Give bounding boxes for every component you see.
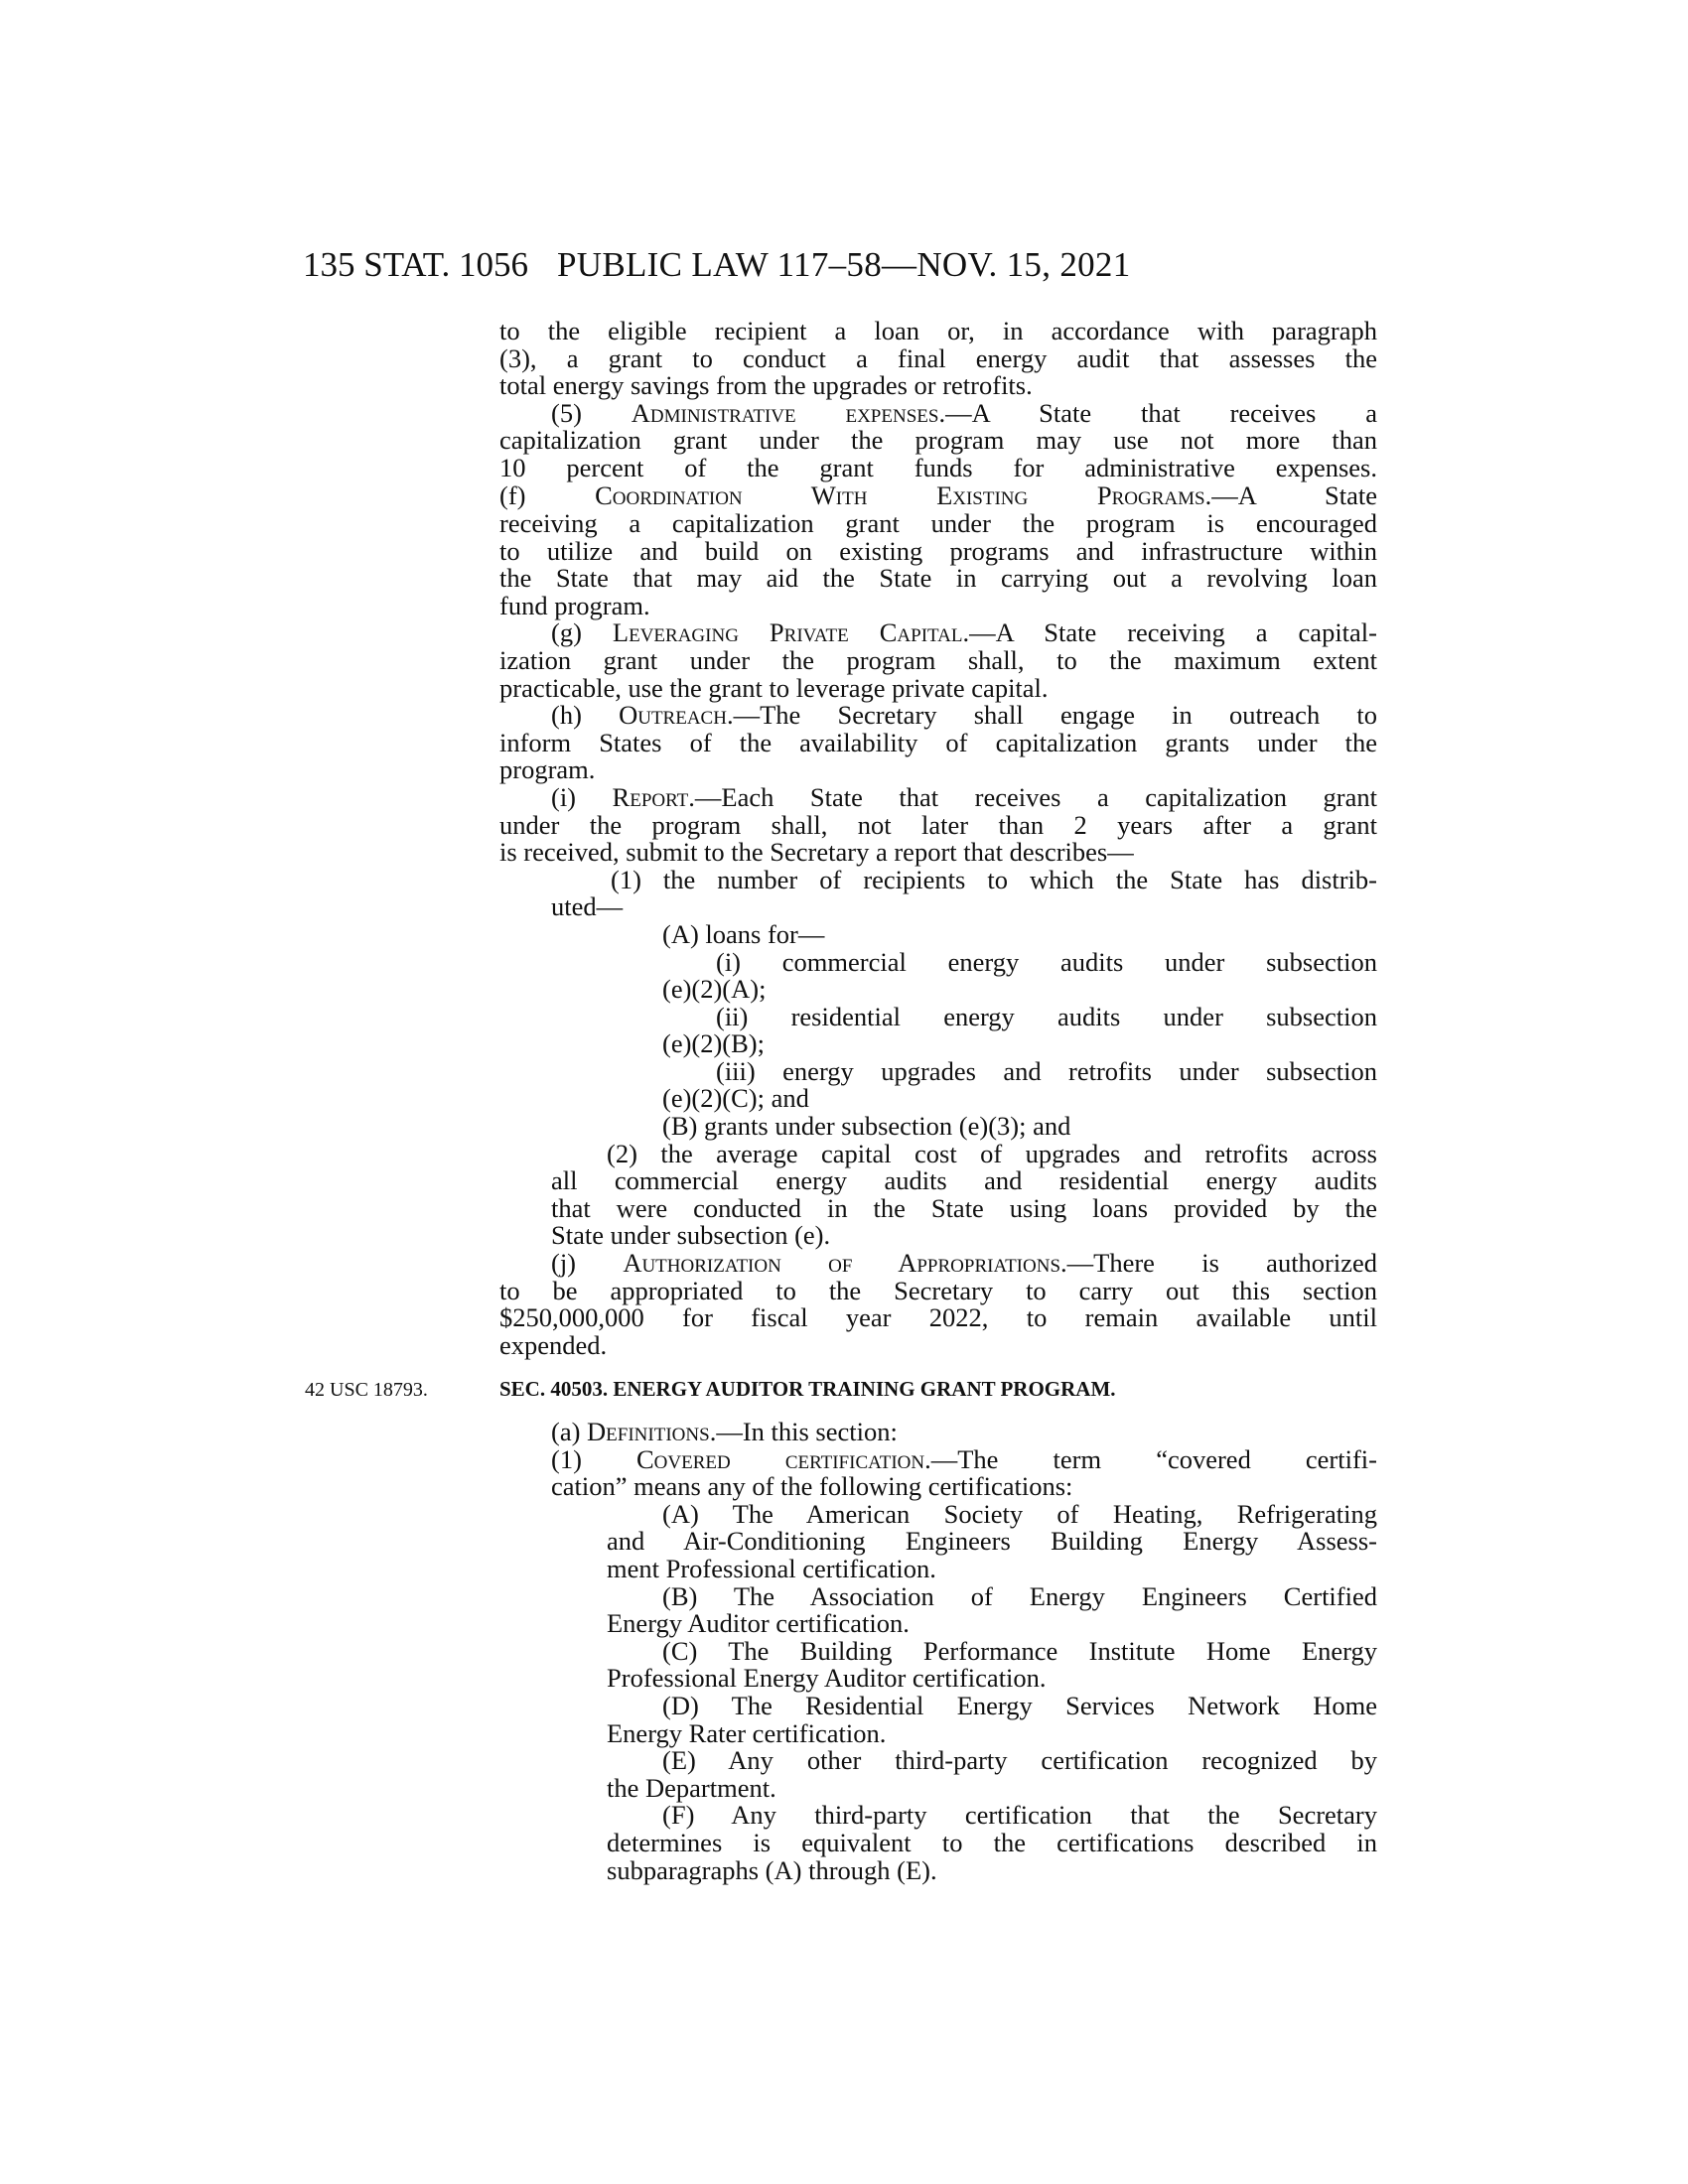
text-line: is received, submit to the Secretary a report that describes— xyxy=(499,837,1134,868)
heading-text: .—There is authorized xyxy=(1060,1248,1378,1279)
text-line: (e)(2)(C); and xyxy=(662,1083,809,1114)
enum: (h) xyxy=(551,700,620,731)
enum: (1) xyxy=(551,1443,636,1474)
text-line: program. xyxy=(499,754,596,785)
text-line: and Air-Conditioning Engineers Building Energy Assess- xyxy=(607,1526,1377,1557)
subsection-i-heading xyxy=(499,781,1377,812)
text-line: State under subsection (e). xyxy=(551,1220,831,1251)
text-line: (E) Any other third-party certification recognized by xyxy=(662,1745,1377,1776)
text-line: subparagraphs (A) through (E). xyxy=(607,1854,937,1885)
heading-term: Covered certification xyxy=(636,1443,925,1474)
text-line: expended. xyxy=(499,1329,608,1360)
heading-term: Authorization of Appropriations xyxy=(623,1248,1061,1279)
text-line: (ii) residential energy audits under subsection xyxy=(716,1001,1377,1031)
text-line: that were conducted in the State using loans provided by the xyxy=(551,1192,1377,1223)
subsection-h-heading xyxy=(499,702,1377,730)
text-line: practicable, use the grant to leverage private capital. xyxy=(499,672,1049,703)
heading-text: .—The Secretary shall engage in outreach to xyxy=(726,700,1377,731)
text-line: (A) The American Society of Heating, Refrigerating xyxy=(662,1498,1377,1529)
heading-text: .—The term “covered certifi- xyxy=(924,1443,1377,1474)
text-line: uted— xyxy=(551,891,624,922)
enum: (5) xyxy=(551,397,632,428)
text-line: ization grant under the program shall, to the maximum extent xyxy=(499,644,1377,675)
text-line: to be appropriated to the Secretary to carry out this section xyxy=(499,1275,1377,1305)
margin-note: 42 USC 18793. xyxy=(305,1379,428,1401)
text-line: cation” means any of the following certifications: xyxy=(551,1471,1073,1502)
enum: (j) xyxy=(551,1248,624,1279)
text-line: Professional Energy Auditor certification. xyxy=(607,1663,1047,1694)
text-line: the State that may aid the State in carrying out a revolving loan xyxy=(499,563,1377,594)
heading-text: .—A State receiving a capital- xyxy=(962,617,1377,648)
text-line: (2) the average capital cost of upgrades and retrofits across xyxy=(607,1138,1377,1168)
text-line: (e)(2)(A); xyxy=(662,974,767,1005)
text-line: all commercial energy audits and residential energy audits xyxy=(551,1165,1377,1196)
text-line: capitalization grant under the program may use not more than xyxy=(499,425,1377,456)
text-line: (D) The Residential Energy Services Network Home xyxy=(662,1690,1377,1720)
subsection-j-heading xyxy=(499,1250,1377,1278)
text-line: (A) loans for— xyxy=(662,918,825,949)
text-line: to the eligible recipient a loan or, in accordance with paragraph xyxy=(499,316,1377,345)
enum: (a) xyxy=(551,1417,588,1446)
heading-term: Administrative expenses xyxy=(631,397,939,428)
text-line: (3), a grant to conduct a final energy audit that assesses the xyxy=(499,342,1377,373)
text-line: under the program shall, not later than 2 years after a grant xyxy=(499,809,1377,840)
heading-term: Outreach xyxy=(619,700,727,731)
text-line: receiving a capitalization grant under the program is encouraged xyxy=(499,508,1377,538)
heading-text: .—Each State that receives a capitalization grant xyxy=(688,781,1377,812)
heading-text: .—A State xyxy=(1204,480,1377,510)
heading-term: Coordination With Existing Programs xyxy=(595,480,1205,510)
enum: (i) xyxy=(551,781,613,812)
text-line: fund program. xyxy=(499,590,650,620)
section-heading: SEC. 40503. ENERGY AUDITOR TRAINING GRANT PROGRAM. xyxy=(499,1377,1116,1402)
text-line: (C) The Building Performance Institute Home Energy xyxy=(662,1635,1377,1666)
heading-term: Leveraging Private Capital xyxy=(612,617,963,648)
heading-text: .—A State that receives a xyxy=(938,397,1377,428)
text-line: (B) grants under subsection (e)(3); and xyxy=(662,1111,1071,1142)
text-line: Energy Rater certification. xyxy=(607,1717,887,1748)
enum: (f) xyxy=(499,480,596,510)
subsection-f-body xyxy=(499,510,1377,1884)
text-line: (iii) energy upgrades and retrofits under subsection xyxy=(716,1055,1377,1086)
text-line: ment Professional certification. xyxy=(607,1553,936,1583)
main-text xyxy=(499,482,1377,510)
text-line: to utilize and build on existing programs and infrastructure within xyxy=(499,535,1377,566)
running-head: PUBLIC LAW 117–58—NOV. 15, 2021 xyxy=(557,245,1131,284)
paragraph-1-heading xyxy=(499,1443,1377,1474)
text-line: Energy Auditor certification. xyxy=(607,1608,910,1639)
subsection-g-heading xyxy=(499,619,1377,647)
enum: (g) xyxy=(551,617,613,648)
document-body xyxy=(499,318,1377,482)
text-line: inform States of the availability of capitalization grants under the xyxy=(499,727,1377,757)
heading-text: .—In this section: xyxy=(709,1417,898,1446)
statute-reference: 135 STAT. 1056 xyxy=(303,245,528,284)
text-line: total energy savings from the upgrades or retrofits. xyxy=(499,370,1033,401)
text-line: the Department. xyxy=(607,1772,776,1803)
text-line: 10 percent of the grant funds for administrative expenses. xyxy=(499,452,1377,482)
text-line: $250,000,000 for fiscal year 2022, to remain available until xyxy=(499,1302,1377,1333)
heading-term: Definitions xyxy=(587,1417,710,1446)
text-line: (B) The Association of Energy Engineers Certified xyxy=(662,1580,1377,1611)
paragraph-5-heading xyxy=(499,397,1377,428)
text-line: (e)(2)(B); xyxy=(662,1028,765,1059)
text-line: determines is equivalent to the certifications described in xyxy=(607,1827,1377,1857)
text-line: (F) Any third-party certification that the Secretary xyxy=(662,1800,1377,1831)
text-line: (i) commercial energy audits under subsection xyxy=(716,946,1377,977)
heading-term: Report xyxy=(612,781,689,812)
subsection-a-heading xyxy=(499,1419,1377,1446)
page-header xyxy=(0,245,1688,289)
text-line: (1) the number of recipients to which the State has distrib- xyxy=(611,864,1377,894)
